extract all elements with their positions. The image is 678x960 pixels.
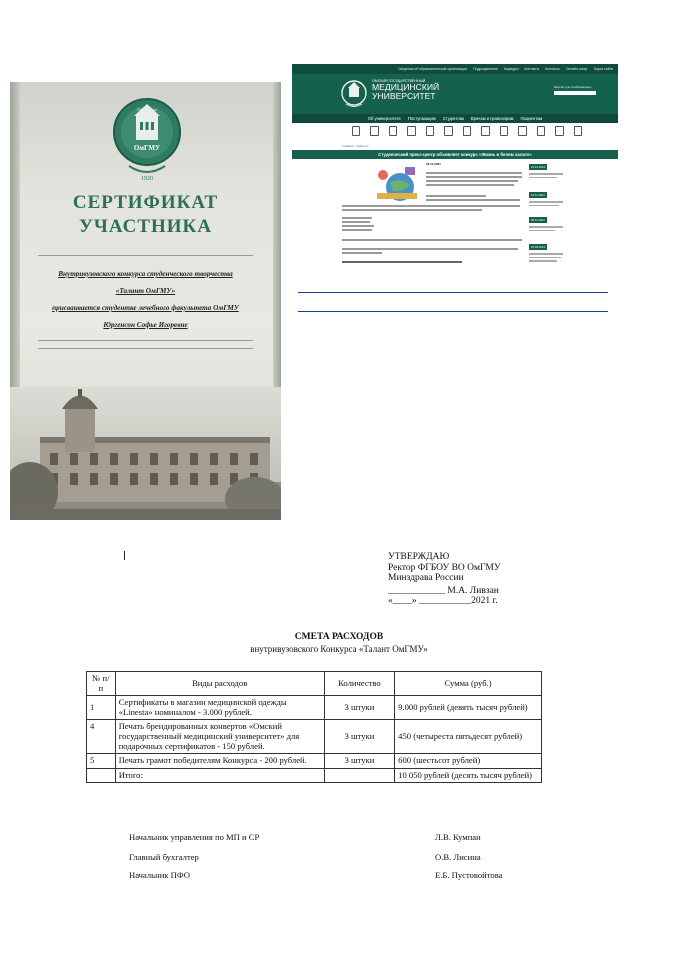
table-row bbox=[87, 720, 542, 754]
table-row bbox=[87, 696, 542, 720]
signature-role: Начальник управления по МП и СР bbox=[129, 832, 260, 842]
side-text-line bbox=[529, 177, 557, 179]
row-number: 5 bbox=[87, 754, 116, 769]
org-line1: МЕДИЦИНСКИЙ bbox=[372, 82, 440, 92]
news-banner-title: Студенческий пресс-центр объявляет конкурс «Жизнь в белом халате» bbox=[292, 150, 618, 159]
budget-table bbox=[86, 671, 542, 783]
approval-line: Минздрава России bbox=[388, 573, 464, 583]
article-text-line bbox=[342, 209, 482, 211]
blue-rule bbox=[298, 292, 608, 293]
university-building-image bbox=[10, 387, 281, 520]
article-text-line bbox=[342, 217, 372, 219]
article-text-line bbox=[342, 229, 372, 231]
archive-icon[interactable] bbox=[574, 126, 582, 136]
article-image bbox=[375, 163, 420, 206]
document-heading: СМЕТА РАСХОДОВ bbox=[294, 632, 384, 642]
article-text-line bbox=[426, 180, 518, 182]
row-quantity: 3 штуки bbox=[324, 754, 395, 769]
participant-certificate bbox=[10, 82, 281, 520]
empty-cell bbox=[324, 768, 395, 783]
signature-role: Начальник ПФО bbox=[129, 870, 190, 880]
article-text-line bbox=[342, 221, 370, 223]
approval-signature-line: ____________ М.А. Ливзан bbox=[388, 585, 499, 596]
handshake-icon[interactable] bbox=[481, 126, 489, 136]
article-text-line bbox=[426, 199, 520, 201]
row-description: Сертификаты в магазин медицинской одежды «Linesta» номиналом - 3.000 рублей. bbox=[115, 696, 324, 720]
nav-patients[interactable]: Пациентам bbox=[520, 116, 543, 121]
row-sum: 450 (четыреста пятьдесят рублей) bbox=[395, 720, 542, 754]
approval-line: Ректор ФГБОУ ВО ОмГМУ bbox=[388, 562, 501, 573]
certificate-contest-line: Внутривузовского конкурса студенческого творчества bbox=[58, 270, 233, 278]
people-icon[interactable] bbox=[500, 126, 508, 136]
website-header bbox=[292, 74, 618, 114]
row-sum: 9.000 рублей (девять тысяч рублей) bbox=[395, 696, 542, 720]
topbar-link[interactable]: Подразделения bbox=[473, 67, 498, 71]
topbar-link[interactable]: Карта сайта bbox=[594, 67, 613, 71]
article-text-line bbox=[342, 205, 520, 207]
side-text-line bbox=[529, 230, 555, 232]
article-date: 16.11.2021 bbox=[426, 162, 441, 166]
empty-cell bbox=[87, 768, 116, 783]
column-header-quantity: Количество bbox=[324, 672, 395, 696]
table-total-row bbox=[87, 768, 542, 783]
article-text-line bbox=[426, 184, 514, 186]
topbar-link[interactable]: Онлайн-конф. bbox=[565, 67, 589, 71]
nav-doctors[interactable]: Врачам и провизорам bbox=[470, 116, 514, 121]
approval-line: УТВЕРЖДАЮ bbox=[388, 552, 450, 562]
article-text-line bbox=[342, 248, 518, 250]
document-subheading: внутривузовского Конкурса «Талант ОмГМУ» bbox=[250, 644, 428, 654]
column-header-sum: Сумма (руб.) bbox=[395, 672, 542, 696]
row-description: Печать грамот победителям Конкурса - 200 рублей. bbox=[115, 754, 324, 769]
university-name bbox=[372, 79, 439, 101]
news-side-date: 15.06.2021 bbox=[531, 245, 545, 249]
text-cursor bbox=[124, 551, 125, 560]
news-side-item[interactable] bbox=[529, 244, 567, 262]
article-text-line bbox=[342, 252, 382, 254]
site-search-input[interactable] bbox=[554, 91, 596, 95]
article-text-line bbox=[342, 261, 462, 263]
signature-name: Л.В. Кумпан bbox=[435, 832, 481, 842]
side-text-line bbox=[529, 226, 563, 228]
side-text-line bbox=[529, 201, 563, 203]
certificate-recipient-name: Юргенсон Софье Игоревне bbox=[103, 321, 188, 329]
certificate-title-line2: УЧАСТНИКА bbox=[78, 216, 213, 237]
article-text-line bbox=[342, 239, 522, 241]
news-side-item[interactable] bbox=[529, 164, 567, 178]
molecule-icon[interactable] bbox=[389, 126, 397, 136]
nav-applicants[interactable]: Поступающим bbox=[407, 116, 436, 121]
breadcrumb[interactable]: Главная > Новости bbox=[342, 144, 369, 148]
university-website-screenshot bbox=[292, 64, 618, 279]
atom-icon[interactable] bbox=[370, 126, 378, 136]
topbar-link[interactable]: Контакты bbox=[545, 67, 560, 71]
topbar-link[interactable]: Контакты bbox=[524, 67, 540, 71]
emblem-top-text: Омск Россия bbox=[137, 108, 157, 112]
nav-students[interactable]: Студентам bbox=[442, 116, 464, 121]
row-quantity: 3 штуки bbox=[324, 696, 395, 720]
document-icon[interactable] bbox=[555, 126, 563, 136]
topbar-link[interactable]: Кафедры bbox=[503, 67, 519, 71]
website-topbar bbox=[292, 64, 618, 74]
news-side-date: 09.11.2021 bbox=[531, 218, 545, 222]
row-number: 4 bbox=[87, 720, 116, 754]
news-side-item[interactable] bbox=[529, 192, 567, 206]
main-nav bbox=[292, 114, 618, 123]
approval-block bbox=[388, 552, 568, 607]
certificate-awarded-line: присваивается студентке лечебного факультета ОмГМУ bbox=[52, 304, 239, 312]
divider bbox=[38, 340, 253, 341]
article-text-line bbox=[426, 195, 486, 197]
row-quantity: 3 штуки bbox=[324, 720, 395, 754]
article-text-line bbox=[342, 225, 374, 227]
news-side-date: 16.11.2021 bbox=[531, 193, 545, 197]
topbar-link[interactable]: Сведения об образовательной организации bbox=[397, 67, 468, 71]
globe-icon[interactable] bbox=[407, 126, 415, 136]
column-header-expense: Виды расходов bbox=[115, 672, 324, 696]
approval-date-line: «____» ___________2021 г. bbox=[388, 596, 498, 606]
university-logo-icon[interactable] bbox=[340, 79, 368, 109]
nav-about[interactable]: Об университете bbox=[367, 116, 401, 121]
total-label: Итого: bbox=[115, 768, 324, 783]
table-row bbox=[87, 754, 542, 769]
article-text-line bbox=[426, 176, 522, 178]
university-emblem-icon bbox=[107, 94, 187, 184]
article-text-line bbox=[426, 172, 522, 174]
row-number: 1 bbox=[87, 696, 116, 720]
book-icon[interactable] bbox=[352, 126, 360, 136]
signature-name: Е.Б. Пустовойтова bbox=[435, 870, 503, 880]
shield-icon[interactable] bbox=[444, 126, 452, 136]
table-header-row bbox=[87, 672, 542, 696]
emblem-year: 1920 bbox=[141, 176, 153, 182]
certificate-contest-name: «Талант ОмГМУ» bbox=[115, 287, 176, 295]
side-text-line bbox=[529, 257, 561, 259]
printer-icon[interactable] bbox=[537, 126, 545, 136]
quick-links-icons bbox=[352, 126, 582, 138]
side-text-line bbox=[529, 260, 557, 262]
column-header-number: № п/п bbox=[87, 672, 116, 696]
org-line2: УНИВЕРСИТЕТ bbox=[372, 91, 436, 101]
divider bbox=[38, 255, 253, 256]
side-text-line bbox=[529, 173, 563, 175]
certificate-title-line1: СЕРТИФИКАТ bbox=[72, 192, 219, 213]
signature-name: О.В. Лисина bbox=[435, 852, 481, 862]
side-text-line bbox=[529, 253, 563, 255]
library-icon[interactable] bbox=[518, 126, 526, 136]
blue-rule bbox=[298, 311, 608, 312]
monitor-icon[interactable] bbox=[426, 126, 434, 136]
emblem-name: ОмГМУ bbox=[133, 144, 161, 152]
accessibility-link[interactable]: Версия для слабовидящих bbox=[554, 85, 592, 89]
side-text-line bbox=[529, 205, 559, 207]
divider bbox=[38, 348, 253, 349]
accessibility-area bbox=[554, 85, 604, 95]
org-small-text: ОМСКИЙ ГОСУДАРСТВЕННЫЙ bbox=[372, 79, 426, 83]
news-side-date: 21.12.2021 bbox=[531, 165, 545, 169]
building-icon[interactable] bbox=[463, 126, 471, 136]
news-side-item[interactable] bbox=[529, 217, 567, 231]
signature-role: Главный бухгалтер bbox=[129, 852, 199, 862]
row-description: Печать брендированных конвертов «Омский государственный медицинский университет» для подарочных сертификатов - 150 рублей. bbox=[115, 720, 324, 754]
row-sum: 600 (шестьсот рублей) bbox=[395, 754, 542, 769]
total-sum: 10 050 рублей (десять тысяч рублей) bbox=[395, 768, 542, 783]
